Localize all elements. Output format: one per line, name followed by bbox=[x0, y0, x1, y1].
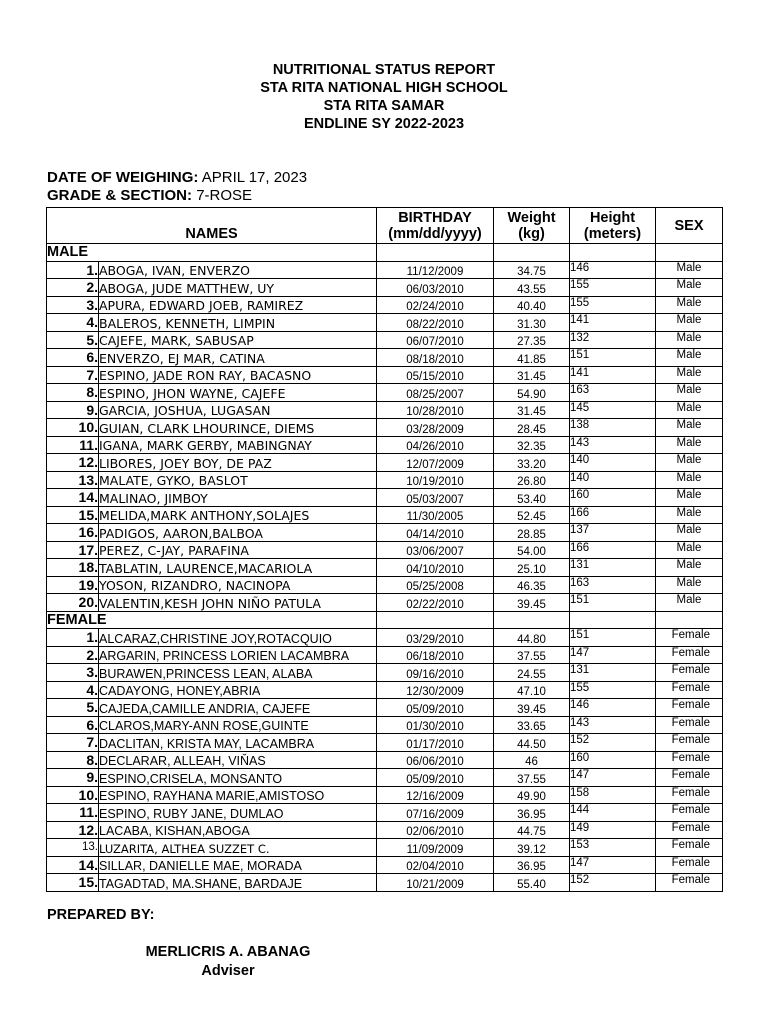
student-name: TABLATIN, LAURENCE,MACARIOLA bbox=[99, 559, 377, 577]
table-row bbox=[47, 646, 723, 664]
weight-cell: 39.45 bbox=[494, 699, 570, 717]
birthday-cell: 11/09/2009 bbox=[377, 839, 494, 857]
height-cell: 160 bbox=[570, 489, 656, 507]
height-cell: 163 bbox=[570, 384, 656, 402]
date-label: DATE OF WEIGHING: bbox=[47, 169, 199, 186]
birthday-cell: 04/26/2010 bbox=[377, 436, 494, 454]
weight-cell: 26.80 bbox=[494, 471, 570, 489]
signatory-name: MERLICRIS A. ABANAG bbox=[145, 944, 311, 960]
sex-cell: Female bbox=[656, 699, 723, 717]
height-cell: 152 bbox=[570, 874, 656, 892]
birthday-cell: 01/30/2010 bbox=[377, 716, 494, 734]
birthday-cell: 02/22/2010 bbox=[377, 594, 494, 612]
birthday-cell: 10/21/2009 bbox=[377, 874, 494, 892]
weight-cell: 44.80 bbox=[494, 629, 570, 647]
table-row bbox=[47, 261, 723, 279]
row-number: 15. bbox=[47, 506, 99, 524]
height-cell: 138 bbox=[570, 419, 656, 437]
names-column-header: NAMES bbox=[47, 208, 377, 244]
sex-cell: Female bbox=[656, 664, 723, 682]
weight-cell: 41.85 bbox=[494, 349, 570, 367]
student-name: MELIDA,MARK ANTHONY,SOLAJES bbox=[99, 506, 377, 524]
student-name: ENVERZO, EJ MAR, CATINA bbox=[99, 349, 377, 367]
height-cell: 141 bbox=[570, 314, 656, 332]
student-name: SILLAR, DANIELLE MAE, MORADA bbox=[99, 856, 377, 874]
table-row bbox=[47, 296, 723, 314]
student-name: ESPINO, JHON WAYNE, CAJEFE bbox=[99, 384, 377, 402]
table-row bbox=[47, 454, 723, 472]
height-cell: 146 bbox=[570, 261, 656, 279]
birthday-label: BIRTHDAY bbox=[398, 209, 472, 226]
student-name: ARGARIN, PRINCESS LORIEN LACAMBRA bbox=[99, 646, 377, 664]
row-number: 7. bbox=[47, 734, 99, 752]
row-number: 4. bbox=[47, 314, 99, 332]
weight-cell: 28.45 bbox=[494, 419, 570, 437]
weight-cell: 31.30 bbox=[494, 314, 570, 332]
table-row bbox=[47, 804, 723, 822]
table-row bbox=[47, 629, 723, 647]
birthday-cell: 03/06/2007 bbox=[377, 541, 494, 559]
table-row bbox=[47, 874, 723, 892]
row-number: 12. bbox=[47, 821, 99, 839]
student-name: CADAYONG, HONEY,ABRIA bbox=[99, 681, 377, 699]
sex-cell: Female bbox=[656, 769, 723, 787]
row-number: 13. bbox=[47, 471, 99, 489]
empty-cell bbox=[570, 611, 656, 629]
height-cell: 155 bbox=[570, 296, 656, 314]
signature-block bbox=[140, 943, 316, 981]
table-row bbox=[47, 716, 723, 734]
student-name: ABOGA, IVAN, ENVERZO bbox=[99, 261, 377, 279]
signatory-title: Adviser bbox=[201, 963, 255, 979]
sex-cell: Male bbox=[656, 296, 723, 314]
weight-cell: 39.45 bbox=[494, 594, 570, 612]
birthday-cell: 08/22/2010 bbox=[377, 314, 494, 332]
table-row bbox=[47, 331, 723, 349]
weight-unit: (kg) bbox=[518, 225, 545, 242]
student-name: ESPINO, RUBY JANE, DUMLAO bbox=[99, 804, 377, 822]
report-header bbox=[0, 61, 768, 133]
weight-cell: 28.85 bbox=[494, 524, 570, 542]
table-row bbox=[47, 366, 723, 384]
weight-cell: 54.90 bbox=[494, 384, 570, 402]
student-name: BALEROS, KENNETH, LIMPIN bbox=[99, 314, 377, 332]
student-name: LUZARITA, ALTHEA SUZZET C. bbox=[99, 839, 377, 857]
sex-cell: Female bbox=[656, 821, 723, 839]
weight-cell: 33.20 bbox=[494, 454, 570, 472]
empty-cell bbox=[656, 611, 723, 629]
row-number: 2. bbox=[47, 279, 99, 297]
birthday-cell: 08/25/2007 bbox=[377, 384, 494, 402]
sex-cell: Male bbox=[656, 261, 723, 279]
sex-cell: Male bbox=[656, 524, 723, 542]
height-cell: 145 bbox=[570, 401, 656, 419]
height-cell: 166 bbox=[570, 541, 656, 559]
weight-cell: 25.10 bbox=[494, 559, 570, 577]
sex-cell: Male bbox=[656, 489, 723, 507]
table-row bbox=[47, 524, 723, 542]
weight-cell: 24.55 bbox=[494, 664, 570, 682]
row-number: 17. bbox=[47, 541, 99, 559]
student-name: IGANA, MARK GERBY, MABINGNAY bbox=[99, 436, 377, 454]
height-cell: 144 bbox=[570, 804, 656, 822]
school-location: STA RITA SAMAR bbox=[323, 98, 445, 114]
table-row bbox=[47, 839, 723, 857]
height-cell: 151 bbox=[570, 349, 656, 367]
sex-cell: Male bbox=[656, 559, 723, 577]
height-cell: 146 bbox=[570, 699, 656, 717]
birthday-cell: 05/09/2010 bbox=[377, 769, 494, 787]
table-row bbox=[47, 401, 723, 419]
row-number: 2. bbox=[47, 646, 99, 664]
row-number: 19. bbox=[47, 576, 99, 594]
height-cell: 140 bbox=[570, 454, 656, 472]
row-number: 6. bbox=[47, 349, 99, 367]
weight-cell: 36.95 bbox=[494, 856, 570, 874]
sex-cell: Male bbox=[656, 401, 723, 419]
table-row bbox=[47, 436, 723, 454]
row-number: 14. bbox=[47, 489, 99, 507]
birthday-cell: 06/18/2010 bbox=[377, 646, 494, 664]
empty-cell bbox=[656, 244, 723, 262]
birthday-cell: 04/14/2010 bbox=[377, 524, 494, 542]
birthday-cell: 09/16/2010 bbox=[377, 664, 494, 682]
sex-cell: Female bbox=[656, 839, 723, 857]
date-of-weighing bbox=[47, 169, 307, 186]
student-name: YOSON, RIZANDRO, NACINOPA bbox=[99, 576, 377, 594]
weight-cell: 36.95 bbox=[494, 804, 570, 822]
student-name: PADIGOS, AARON,BALBOA bbox=[99, 524, 377, 542]
row-number: 1. bbox=[47, 629, 99, 647]
birthday-cell: 06/03/2010 bbox=[377, 279, 494, 297]
birthday-cell: 05/25/2008 bbox=[377, 576, 494, 594]
sex-cell: Male bbox=[656, 349, 723, 367]
height-cell: 147 bbox=[570, 769, 656, 787]
sex-cell: Male bbox=[656, 506, 723, 524]
height-label: Height bbox=[589, 209, 636, 226]
row-number: 9. bbox=[47, 769, 99, 787]
row-number: 16. bbox=[47, 524, 99, 542]
sex-cell: Female bbox=[656, 786, 723, 804]
student-name: APURA, EDWARD JOEB, RAMIREZ bbox=[99, 296, 377, 314]
school-name: STA RITA NATIONAL HIGH SCHOOL bbox=[260, 80, 508, 96]
table-row bbox=[47, 576, 723, 594]
row-number: 8. bbox=[47, 751, 99, 769]
weight-column-header bbox=[494, 208, 570, 244]
birthday-cell: 08/18/2010 bbox=[377, 349, 494, 367]
table-row bbox=[47, 751, 723, 769]
table-row bbox=[47, 471, 723, 489]
height-cell: 151 bbox=[570, 629, 656, 647]
student-name: ALCARAZ,CHRISTINE JOY,ROTACQUIO bbox=[99, 629, 377, 647]
student-name: GARCIA, JOSHUA, LUGASAN bbox=[99, 401, 377, 419]
height-cell: 149 bbox=[570, 821, 656, 839]
weight-cell: 37.55 bbox=[494, 769, 570, 787]
row-number: 20. bbox=[47, 594, 99, 612]
birthday-cell: 06/06/2010 bbox=[377, 751, 494, 769]
height-cell: 151 bbox=[570, 594, 656, 612]
height-cell: 143 bbox=[570, 716, 656, 734]
weight-cell: 27.35 bbox=[494, 331, 570, 349]
nutrition-table bbox=[46, 207, 723, 892]
weight-cell: 34.75 bbox=[494, 261, 570, 279]
birthday-cell: 11/12/2009 bbox=[377, 261, 494, 279]
row-number: 11. bbox=[47, 436, 99, 454]
birthday-cell: 10/19/2010 bbox=[377, 471, 494, 489]
empty-cell bbox=[570, 244, 656, 262]
sex-cell: Male bbox=[656, 471, 723, 489]
male-section-label: MALE bbox=[47, 244, 377, 262]
table-row bbox=[47, 489, 723, 507]
birthday-cell: 05/15/2010 bbox=[377, 366, 494, 384]
birthday-cell: 05/03/2007 bbox=[377, 489, 494, 507]
report-title: NUTRITIONAL STATUS REPORT bbox=[272, 62, 496, 78]
height-cell: 147 bbox=[570, 856, 656, 874]
weight-cell: 33.65 bbox=[494, 716, 570, 734]
height-cell: 143 bbox=[570, 436, 656, 454]
weight-cell: 54.00 bbox=[494, 541, 570, 559]
birthday-cell: 02/04/2010 bbox=[377, 856, 494, 874]
height-cell: 158 bbox=[570, 786, 656, 804]
empty-cell bbox=[377, 611, 494, 629]
birthday-cell: 11/30/2005 bbox=[377, 506, 494, 524]
weight-cell: 43.55 bbox=[494, 279, 570, 297]
sex-cell: Male bbox=[656, 279, 723, 297]
student-name: ESPINO, JADE RON RAY, BACASNO bbox=[99, 366, 377, 384]
grade-section bbox=[47, 187, 252, 204]
table-row bbox=[47, 559, 723, 577]
weight-cell: 44.75 bbox=[494, 821, 570, 839]
male-section-row bbox=[47, 244, 723, 262]
sex-cell: Male bbox=[656, 366, 723, 384]
empty-cell bbox=[494, 244, 570, 262]
sex-cell: Male bbox=[656, 541, 723, 559]
sex-cell: Male bbox=[656, 419, 723, 437]
weight-label: Weight bbox=[507, 209, 556, 226]
weight-cell: 31.45 bbox=[494, 401, 570, 419]
height-cell: 163 bbox=[570, 576, 656, 594]
row-number: 5. bbox=[47, 699, 99, 717]
table-body bbox=[47, 244, 723, 892]
student-name: LIBORES, JOEY BOY, DE PAZ bbox=[99, 454, 377, 472]
student-name: CAJEFE, MARK, SABUSAP bbox=[99, 331, 377, 349]
student-name: GUIAN, CLARK LHOURINCE, DIEMS bbox=[99, 419, 377, 437]
student-name: DACLITAN, KRISTA MAY, LACAMBRA bbox=[99, 734, 377, 752]
birthday-cell: 03/28/2009 bbox=[377, 419, 494, 437]
height-cell: 137 bbox=[570, 524, 656, 542]
birthday-cell: 02/24/2010 bbox=[377, 296, 494, 314]
table-row bbox=[47, 681, 723, 699]
table-row bbox=[47, 506, 723, 524]
table-header-row bbox=[47, 208, 723, 244]
weight-cell: 47.10 bbox=[494, 681, 570, 699]
table-row bbox=[47, 856, 723, 874]
birthday-cell: 07/16/2009 bbox=[377, 804, 494, 822]
height-cell: 131 bbox=[570, 664, 656, 682]
weight-cell: 40.40 bbox=[494, 296, 570, 314]
birthday-cell: 06/07/2010 bbox=[377, 331, 494, 349]
row-number: 11. bbox=[47, 804, 99, 822]
sex-cell: Female bbox=[656, 629, 723, 647]
height-cell: 141 bbox=[570, 366, 656, 384]
student-name: CAJEDA,CAMILLE ANDRIA, CAJEFE bbox=[99, 699, 377, 717]
student-name: MALATE, GYKO, BASLOT bbox=[99, 471, 377, 489]
height-unit: (meters) bbox=[583, 225, 642, 242]
weight-cell: 39.12 bbox=[494, 839, 570, 857]
student-name: CLAROS,MARY-ANN ROSE,GUINTE bbox=[99, 716, 377, 734]
grade-label: GRADE & SECTION: bbox=[47, 187, 193, 204]
table-row bbox=[47, 664, 723, 682]
student-name: MALINAO, JIMBOY bbox=[99, 489, 377, 507]
row-number: 10. bbox=[47, 419, 99, 437]
table-row bbox=[47, 734, 723, 752]
sex-cell: Female bbox=[656, 681, 723, 699]
sex-cell: Female bbox=[656, 804, 723, 822]
row-number: 9. bbox=[47, 401, 99, 419]
height-column-header bbox=[570, 208, 656, 244]
sex-column-header: SEX bbox=[656, 208, 723, 244]
row-number: 3. bbox=[47, 296, 99, 314]
sex-cell: Female bbox=[656, 646, 723, 664]
weight-cell: 32.35 bbox=[494, 436, 570, 454]
weight-cell: 46.35 bbox=[494, 576, 570, 594]
weight-cell: 52.45 bbox=[494, 506, 570, 524]
female-section-label: FEMALE bbox=[47, 611, 377, 629]
table-row bbox=[47, 349, 723, 367]
sex-cell: Female bbox=[656, 751, 723, 769]
height-cell: 166 bbox=[570, 506, 656, 524]
row-number: 3. bbox=[47, 664, 99, 682]
height-cell: 147 bbox=[570, 646, 656, 664]
empty-cell bbox=[377, 244, 494, 262]
sex-cell: Male bbox=[656, 594, 723, 612]
birthday-cell: 12/07/2009 bbox=[377, 454, 494, 472]
birthday-cell: 02/06/2010 bbox=[377, 821, 494, 839]
height-cell: 155 bbox=[570, 279, 656, 297]
birthday-column-header bbox=[377, 208, 494, 244]
empty-cell bbox=[494, 611, 570, 629]
sex-cell: Male bbox=[656, 314, 723, 332]
row-number: 8. bbox=[47, 384, 99, 402]
row-number: 5. bbox=[47, 331, 99, 349]
weight-cell: 37.55 bbox=[494, 646, 570, 664]
birthday-cell: 04/10/2010 bbox=[377, 559, 494, 577]
sex-cell: Female bbox=[656, 874, 723, 892]
height-cell: 155 bbox=[570, 681, 656, 699]
student-name: PEREZ, C-JAY, PARAFINA bbox=[99, 541, 377, 559]
weight-cell: 44.50 bbox=[494, 734, 570, 752]
student-name: ESPINO, RAYHANA MARIE,AMISTOSO bbox=[99, 786, 377, 804]
sex-cell: Male bbox=[656, 331, 723, 349]
birthday-cell: 12/16/2009 bbox=[377, 786, 494, 804]
student-name: DECLARAR, ALLEAH, VIŇAS bbox=[99, 751, 377, 769]
table-row bbox=[47, 314, 723, 332]
date-value: APRIL 17, 2023 bbox=[201, 169, 308, 186]
sex-cell: Male bbox=[656, 576, 723, 594]
sex-cell: Male bbox=[656, 454, 723, 472]
sex-cell: Male bbox=[656, 436, 723, 454]
height-cell: 152 bbox=[570, 734, 656, 752]
student-name: ABOGA, JUDE MATTHEW, UY bbox=[99, 279, 377, 297]
birthday-cell: 10/28/2010 bbox=[377, 401, 494, 419]
table-row bbox=[47, 786, 723, 804]
school-year: ENDLINE SY 2022-2023 bbox=[303, 116, 465, 132]
row-number: 10. bbox=[47, 786, 99, 804]
birthday-cell: 03/29/2010 bbox=[377, 629, 494, 647]
table-row bbox=[47, 419, 723, 437]
weight-cell: 46 bbox=[494, 751, 570, 769]
birthday-cell: 05/09/2010 bbox=[377, 699, 494, 717]
height-cell: 153 bbox=[570, 839, 656, 857]
row-number: 6. bbox=[47, 716, 99, 734]
female-section-row bbox=[47, 611, 723, 629]
table-row bbox=[47, 769, 723, 787]
row-number: 13. bbox=[47, 839, 99, 857]
student-name: BURAWEN,PRINCESS LEAN, ALABA bbox=[99, 664, 377, 682]
row-number: 7. bbox=[47, 366, 99, 384]
grade-value: 7-ROSE bbox=[196, 187, 253, 204]
birthday-format: (mm/dd/yyyy) bbox=[388, 225, 482, 242]
student-name: ESPINO,CRISELA, MONSANTO bbox=[99, 769, 377, 787]
sex-cell: Female bbox=[656, 716, 723, 734]
row-number: 12. bbox=[47, 454, 99, 472]
prepared-by-label: PREPARED BY: bbox=[47, 907, 155, 923]
birthday-cell: 01/17/2010 bbox=[377, 734, 494, 752]
height-cell: 160 bbox=[570, 751, 656, 769]
table-row bbox=[47, 279, 723, 297]
height-cell: 132 bbox=[570, 331, 656, 349]
table-row bbox=[47, 541, 723, 559]
student-name: VALENTIN,KESH JOHN NIÑO PATULA bbox=[99, 594, 377, 612]
row-number: 14. bbox=[47, 856, 99, 874]
sex-cell: Female bbox=[656, 856, 723, 874]
row-number: 15. bbox=[47, 874, 99, 892]
sex-cell: Female bbox=[656, 734, 723, 752]
weight-cell: 31.45 bbox=[494, 366, 570, 384]
row-number: 4. bbox=[47, 681, 99, 699]
row-number: 18. bbox=[47, 559, 99, 577]
height-cell: 140 bbox=[570, 471, 656, 489]
weight-cell: 55.40 bbox=[494, 874, 570, 892]
table-row bbox=[47, 821, 723, 839]
table-row bbox=[47, 699, 723, 717]
height-cell: 131 bbox=[570, 559, 656, 577]
table-row bbox=[47, 384, 723, 402]
table-row bbox=[47, 594, 723, 612]
student-name: LACABA, KISHAN,ABOGA bbox=[99, 821, 377, 839]
birthday-cell: 12/30/2009 bbox=[377, 681, 494, 699]
student-name: TAGADTAD, MA.SHANE, BARDAJE bbox=[99, 874, 377, 892]
weight-cell: 53.40 bbox=[494, 489, 570, 507]
weight-cell: 49.90 bbox=[494, 786, 570, 804]
row-number: 1. bbox=[47, 261, 99, 279]
sex-cell: Male bbox=[656, 384, 723, 402]
